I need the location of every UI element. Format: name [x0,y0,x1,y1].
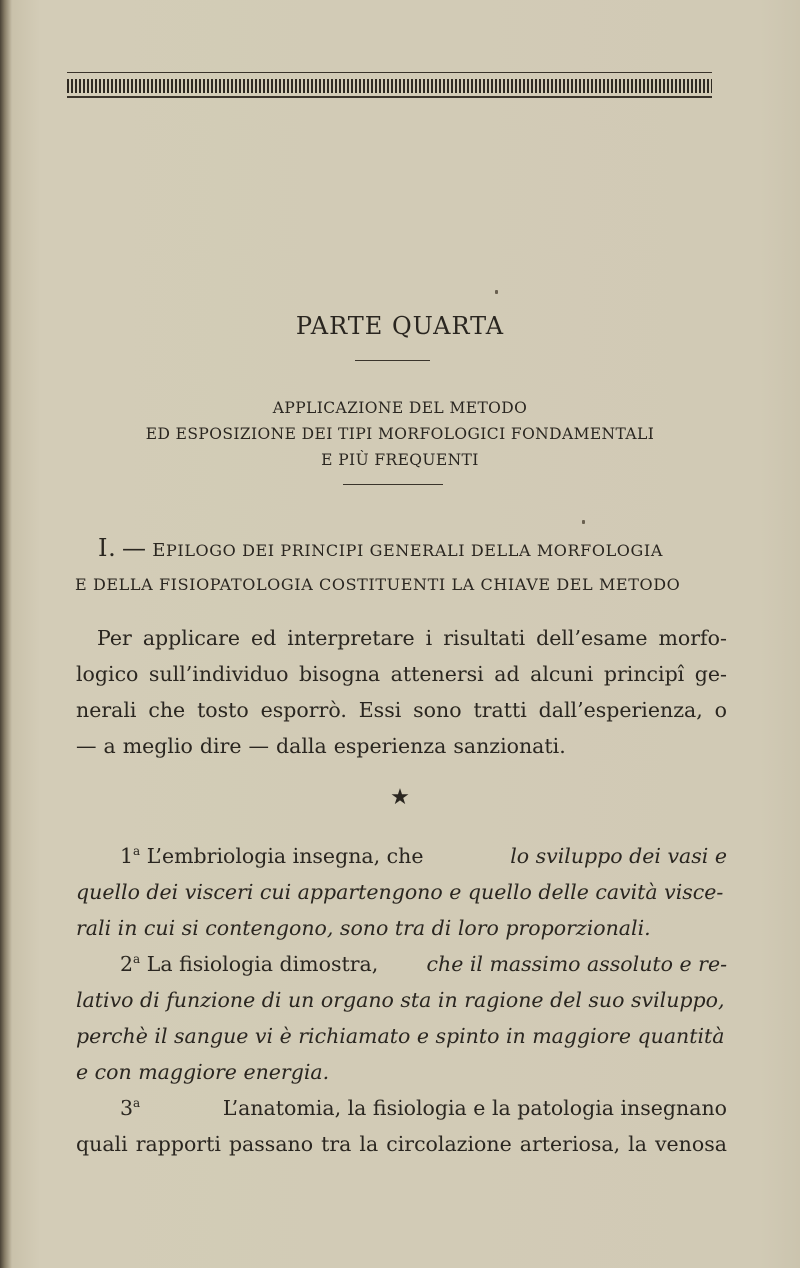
principle-italic: lo sviluppo dei vasi e [510,844,727,868]
subtitle-line: E PIÙ FREQUENTI [321,451,479,469]
ink-speck [582,520,585,524]
principle-number: 1 [120,844,134,868]
principle-italic: quello dei visceri cui appartengono e quello delle cavità visce- [76,880,724,904]
principle-1-line-3 [76,910,727,946]
principle-ordinal: a [133,844,141,858]
star-separator: ★ [390,785,410,810]
intro-line: Per applicare ed interpretare i risultati dell’esame morfo- [97,626,727,650]
principle-2-line-2 [76,982,727,1018]
chapter-line1-rest: DEI PRINCIPI GENERALI DELLA MORFOLOGIA [242,541,663,560]
principle-2-line-1 [76,946,727,982]
ornament-rule-bottom [67,96,712,98]
chapter-heading-line-1 [98,534,663,562]
principle-3-line-1 [76,1090,727,1126]
principles-text [76,838,727,1162]
principle-number: 3 [120,1096,134,1120]
principle-1-line-1 [76,838,727,874]
title-rule [355,360,430,361]
principle-2-line-4 [76,1054,727,1090]
intro-line: — a meglio dire — dalla esperienza sanzionati. [76,734,566,758]
chapter-word-rest: PILOGO [166,541,237,560]
chapter-number: I. [98,534,117,562]
subtitle-line: ED ESPOSIZIONE DEI TIPI MORFOLOGICI FONDAMENTALI [145,425,655,443]
header-ornament [67,72,712,100]
subtitle-line: APPLICAZIONE DEL METODO [272,399,528,417]
principle-text: La fisiologia dimostra, [146,952,379,976]
intro-line: logico sull’individuo bisogna attenersi ad alcuni principî ge- [76,662,727,686]
principle-italic: rali in cui si contengono, sono tra di loro proporzionali. [76,916,651,940]
principle-1-line-2 [76,874,727,910]
part-title: PARTE QUARTA [295,312,505,340]
principle-2-line-3 [76,1018,727,1054]
principle-italic: e con maggiore energia. [76,1060,330,1084]
principle-text: L’embriologia insegna, che [146,844,424,868]
ornament-rule-top [67,72,712,73]
ornament-bars [67,79,712,93]
principle-italic: perchè il sangue vi è richiamato e spinto in maggiore quantità [76,1024,725,1048]
principle-number: 2 [120,952,134,976]
intro-paragraph [76,620,727,764]
principle-ordinal: a [133,1096,141,1110]
principle-text: L’anatomia, la fisiologia e la patologia insegnano [222,1096,727,1120]
chapter-dash: — [122,534,147,562]
ink-speck [495,290,498,294]
principle-3-line-2: quali rapporti passano tra la circolazione arteriosa, la venosa [76,1132,727,1156]
intro-line: nerali che tosto esporrò. Essi sono tratti dall’esperienza, o [76,698,727,722]
subtitle-rule [343,484,443,485]
principle-italic: lativo di funzione di un organo sta in ragione del suo sviluppo, [76,988,725,1012]
chapter-cap-letter: E [152,540,167,561]
principle-ordinal: a [133,952,141,966]
chapter-heading-line-2: E DELLA FISIOPATOLOGIA COSTITUENTI LA CHIAVE DEL METODO [75,575,681,594]
principle-italic: che il massimo assoluto e re- [426,952,727,976]
